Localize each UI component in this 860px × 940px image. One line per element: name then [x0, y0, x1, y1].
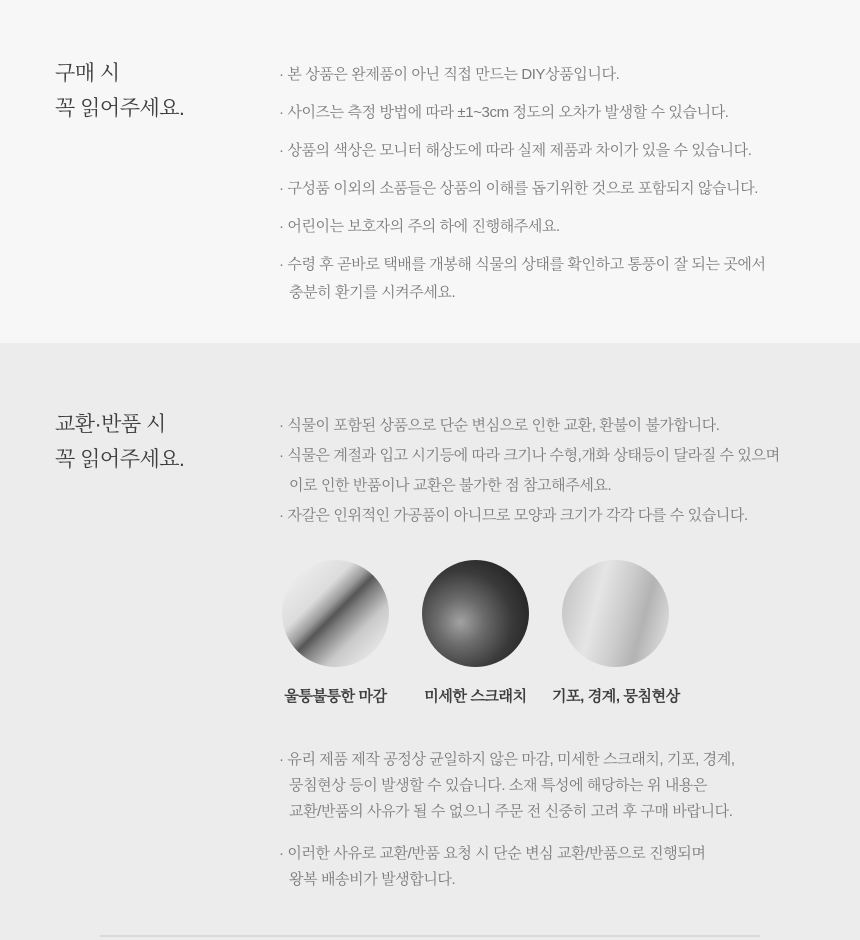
- exchange-bullet-list: [279, 411, 854, 531]
- note-text: · 이러한 사유로 교환/반품 요청 시 단순 변심 교환/반품으로 진행되며: [279, 845, 706, 862]
- bullet-text: · 수령 후 곧바로 택배를 개봉해 식물의 상태를 확인하고 통풍이 잘 되는 곳에서: [279, 256, 766, 273]
- fine-scratch-photo: [422, 560, 529, 667]
- note-text: · 유리 제품 제작 공정상 균일하지 않은 마감, 미세한 스크래치, 기포, 경계,: [279, 751, 735, 768]
- exchange-heading-line2: 꼭 읽어주세요.: [55, 448, 185, 471]
- purchase-heading: [55, 56, 184, 126]
- exchange-note-item: [279, 841, 854, 893]
- purchase-heading-line2: 꼭 읽어주세요.: [55, 97, 185, 120]
- glass-defect-examples-row: [282, 560, 680, 706]
- purchase-bullet-item: [279, 99, 849, 127]
- bottom-divider: [100, 935, 760, 937]
- purchase-bullet-item: [279, 61, 849, 89]
- bumpy-finish-photo: [282, 560, 389, 667]
- bullet-text-continuation: 이로 인한 반품이나 교환은 불가한 점 참고해주세요.: [289, 477, 612, 494]
- exchange-notes: [279, 747, 854, 909]
- bullet-text: · 식물이 포함된 상품으로 단순 변심으로 인한 교환, 환불이 불가합니다.: [279, 417, 720, 434]
- bullet-text: · 상품의 색상은 모니터 해상도에 따라 실제 제품과 차이가 있을 수 있습니다.: [279, 142, 752, 159]
- bullet-text: · 사이즈는 측정 방법에 따라 ±1~3cm 정도의 오차가 발생할 수 있습니다.: [279, 104, 729, 121]
- purchase-bullet-list: [279, 61, 849, 317]
- purchase-bullet-item: [279, 137, 849, 165]
- note-text-continuation: 뭉침현상 등이 발생할 수 있습니다. 소재 특성에 해당하는 위 내용은: [289, 777, 708, 794]
- exchange-heading-line1: 교환·반품 시: [55, 413, 166, 436]
- bullet-text: · 구성품 이외의 소품들은 상품의 이해를 돕기위한 것으로 포함되지 않습니다.: [279, 180, 759, 197]
- exchange-bullet-item: [279, 411, 854, 441]
- purchase-bullet-item: [279, 175, 849, 203]
- exchange-bullet-item: [279, 501, 854, 531]
- exchange-return-notice-section: [0, 343, 860, 940]
- defect-example-figure: [552, 560, 680, 706]
- bullet-text-continuation: 충분히 환기를 시켜주세요.: [289, 284, 456, 301]
- bullet-text: · 식물은 계절과 입고 시기등에 따라 크기나 수형,개화 상태등이 달라질 수 있으며: [279, 447, 780, 464]
- defect-caption: 기포, 경계, 뭉침현상: [552, 688, 680, 705]
- purchase-bullet-item: [279, 251, 849, 307]
- exchange-heading: [55, 407, 184, 477]
- purchase-heading-line1: 구매 시: [55, 62, 120, 85]
- exchange-note-item: [279, 747, 854, 825]
- bullet-text: · 본 상품은 완제품이 아닌 직접 만드는 DIY상품입니다.: [279, 66, 620, 83]
- purchase-bullet-item: [279, 213, 849, 241]
- purchase-notice-section: [0, 0, 860, 343]
- defect-caption: 미세한 스크래치: [424, 688, 527, 705]
- defect-example-figure: [422, 560, 529, 706]
- note-text-continuation: 교환/반품의 사유가 될 수 없으니 주문 전 신중히 고려 후 구매 바랍니다.: [289, 803, 733, 820]
- bubble-boundary-clump-photo: [562, 560, 669, 667]
- exchange-bullet-item: [279, 441, 854, 501]
- defect-example-figure: [282, 560, 389, 706]
- note-text-continuation: 왕복 배송비가 발생합니다.: [289, 871, 456, 888]
- bullet-text: · 자갈은 인위적인 가공품이 아니므로 모양과 크기가 각각 다를 수 있습니다.: [279, 507, 748, 524]
- defect-caption: 울퉁불퉁한 마감: [284, 688, 387, 705]
- bullet-text: · 어린이는 보호자의 주의 하에 진행해주세요.: [279, 218, 560, 235]
